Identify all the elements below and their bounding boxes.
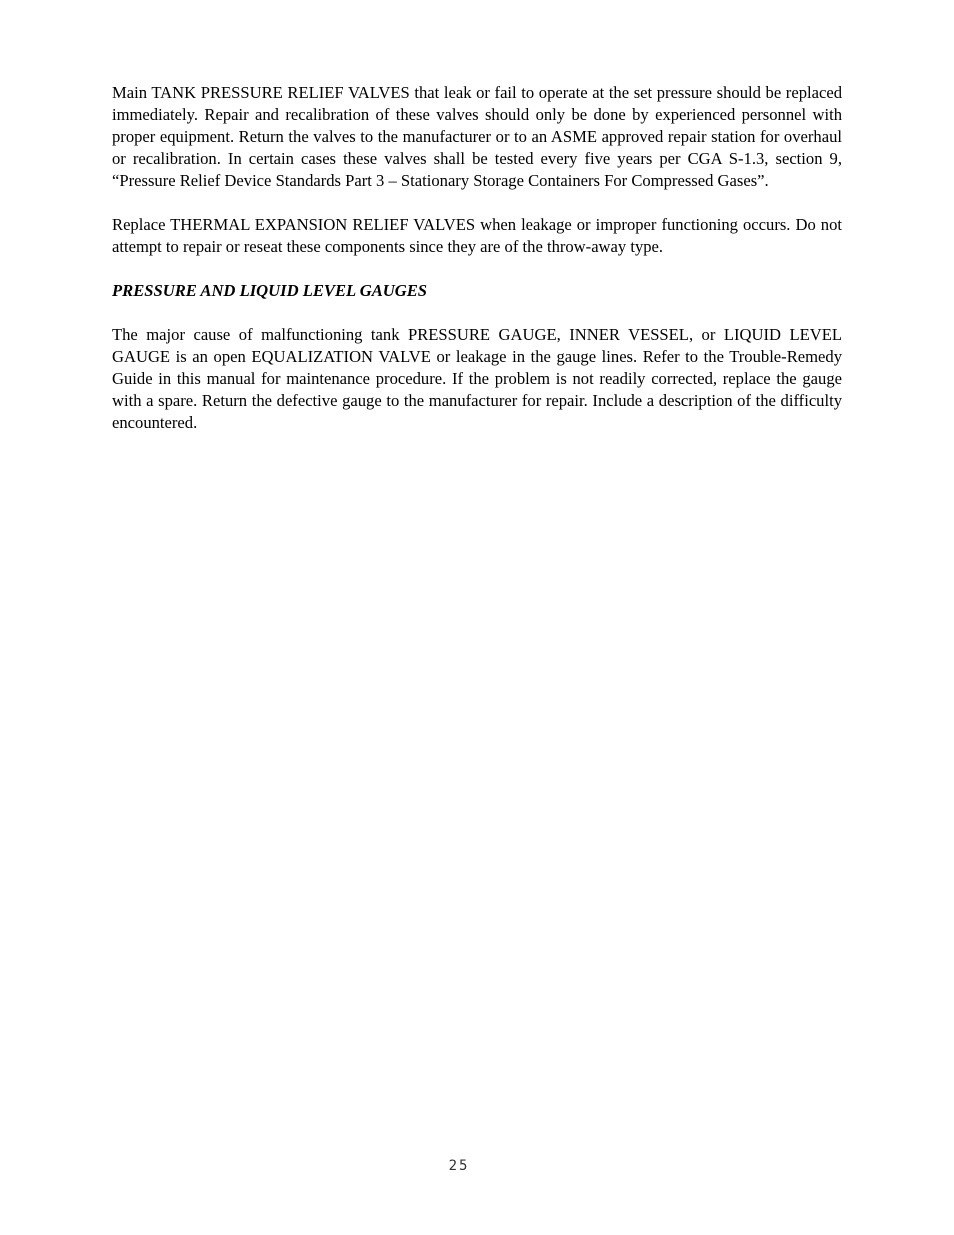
page-number: 25 bbox=[448, 1158, 470, 1174]
section-heading: PRESSURE AND LIQUID LEVEL GAUGES bbox=[112, 281, 428, 300]
page-content bbox=[112, 82, 842, 456]
paragraph-thermal-expansion: Replace THERMAL EXPANSION RELIEF VALVES when leakage or improper functioning occurs. Do not attempt to repair or reseat these components since they are of the throw-away type. bbox=[112, 215, 842, 256]
paragraph-gauges: The major cause of malfunctioning tank PRESSURE GAUGE, INNER VESSEL, or LIQUID LEVEL GAUGE is an open EQUALIZATION VALVE or leakage in the gauge lines. Refer to the Trouble-Remedy Guide in this manual for maintenance procedure. If the problem is not readily corrected, replace the gauge with a spare. Return the defective gauge to the manufacturer for repair. Include a description of the difficulty encountered. bbox=[112, 325, 842, 432]
paragraph-relief-valves: Main TANK PRESSURE RELIEF VALVES that leak or fail to operate at the set pressure should be replaced immediately. Repair and recalibration of these valves should only be done by experienced personnel with proper equipment. Return the valves to the manufacturer or to an ASME approved repair station for overhaul or recalibration. In certain cases these valves shall be tested every five years per CGA S-1.3, section 9, “Pressure Relief Device Standards Part 3 – Stationary Storage Containers For Compressed Gases”. bbox=[112, 83, 842, 190]
